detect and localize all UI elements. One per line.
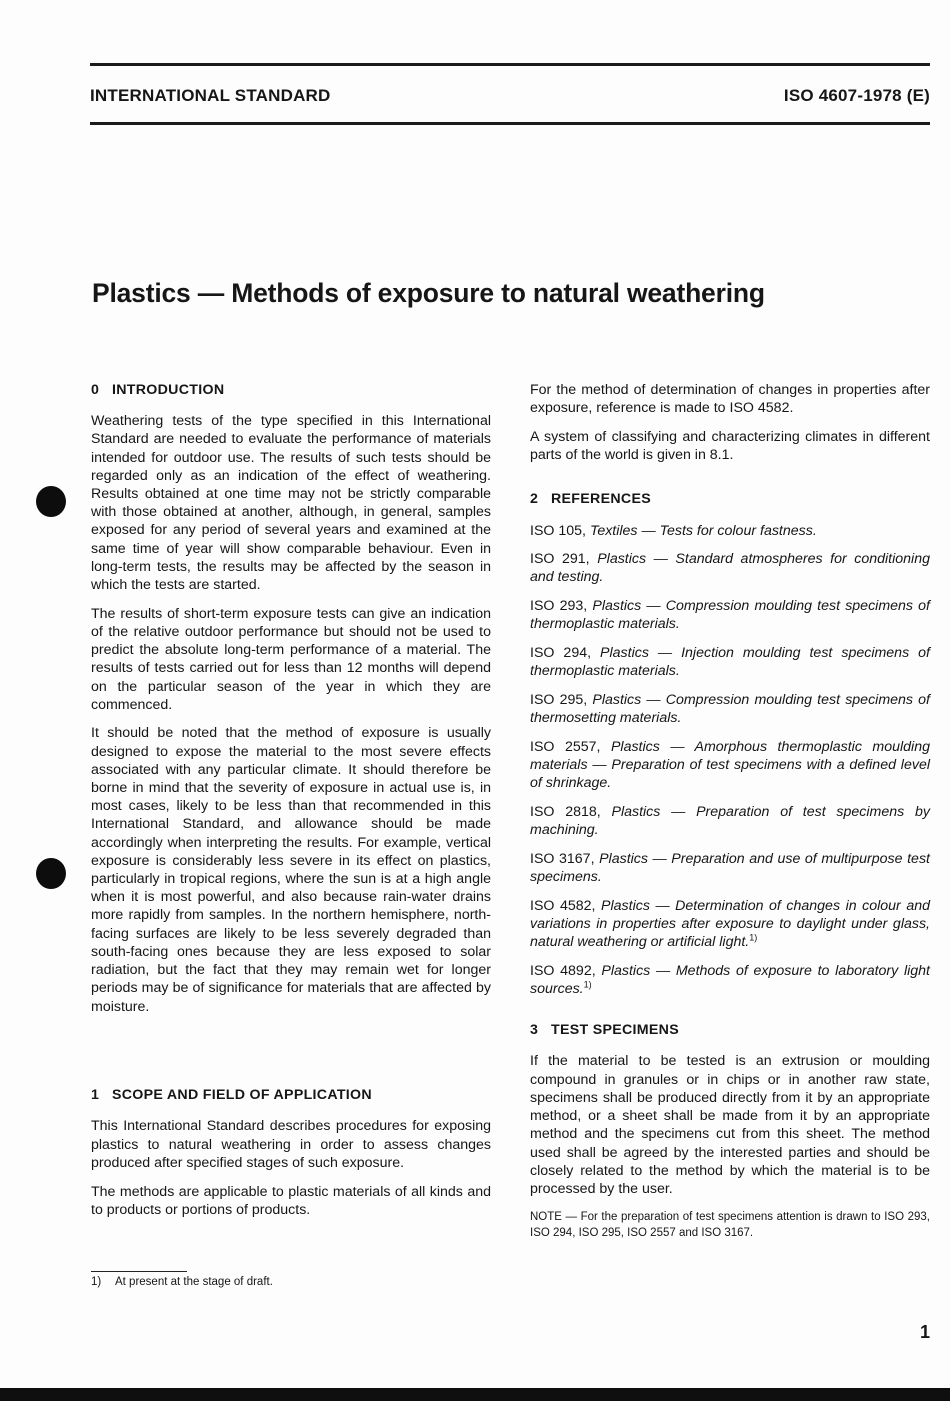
reference-item: ISO 295, Plastics — Compression moulding test specimens of thermosetting materials. [530, 691, 930, 727]
reference-item: ISO 293, Plastics — Compression moulding test specimens of thermoplastic materials. [530, 598, 930, 633]
footnote-text: At present at the stage of draft. [115, 1276, 273, 1288]
reference-item: ISO 4892, Plastics — Methods of exposure to laboratory light sources.$^{1)}$ [530, 962, 930, 998]
reference-item: ISO 2818, Plastics — Preparation of test specimens by machining. [530, 803, 930, 839]
intro-paragraph: The results of short-term exposure tests can give an indication of the relative outdoor performance but should not be used to predict the absolute long-term performance of a material. The results of tests carried out for less than 12 months will depend on the particular season of the year in which they are commenced. [91, 605, 491, 713]
specimens-paragraph: If the material to be tested is an extrusion or moulding compound in granules or in chips or in another raw state, specimens shall be produced directly from it by an appropriate method, or a sheet shall be made from it by an appropriate method and the specimens cut from this sheet. The method used shall be agreed by the interested parties and should be closely related to the method by which the material is to be processed by the user. [530, 1053, 930, 1197]
section-heading-introduction: 0 INTRODUCTION [91, 382, 225, 398]
page-bottom-bar [0, 1388, 950, 1401]
footnote-reference: 1) [749, 932, 758, 943]
section-heading-scope: 1 SCOPE AND FIELD OF APPLICATION [91, 1087, 372, 1104]
footnote-mark: 1) [91, 1276, 102, 1288]
intro-paragraph: Weathering tests of the type specified in this International Standard are needed to evaluate the performance of materials intended for outdoor use. The results of such tests should be regarded only as an indication of the effect of weathering. Results obtained at one time may not be strictly comparable with those obtained at another, although, in general, samples exposed for any period of several years and examined at the same time of year will show comparable behaviour. Even in long-term tests, the results may be affected by the season in which the tests are started. [91, 413, 491, 594]
intro-paragraph: For the method of determination of changes in properties after exposure, reference is made to ISO 4582. [530, 382, 930, 417]
reference-item: ISO 105, Textiles — Tests for colour fastness. [530, 522, 817, 539]
footnote [91, 1276, 273, 1288]
punch-hole [36, 486, 66, 517]
reference-item: ISO 291, Plastics — Standard atmospheres for conditioning and testing. [530, 551, 930, 586]
specimens-note: NOTE — For the preparation of test specimens attention is drawn to ISO 293, ISO 294, ISO 295, ISO 2557 and ISO 3167. [530, 1210, 930, 1239]
document-title: Plastics — Methods of exposure to natural weathering [92, 278, 765, 308]
intro-paragraph: A system of classifying and characterizing climates in different parts of the world is given in 8.1. [530, 428, 930, 464]
section-heading-specimens: 3 TEST SPECIMENS [530, 1022, 679, 1039]
scope-paragraph: The methods are applicable to plastic materials of all kinds and to products or portions of products. [91, 1183, 491, 1218]
footnote-reference: 1) [583, 979, 592, 990]
section-heading-references: 2 REFERENCES [530, 491, 651, 508]
reference-item: ISO 3167, Plastics — Preparation and use of multipurpose test specimens. [530, 850, 930, 886]
left-column [91, 381, 491, 1229]
header-document-number: ISO 4607-1978 (E) [783, 86, 930, 105]
intro-paragraph: It should be noted that the method of exposure is usually designed to expose the material to the most severe effects associated with any particular climate. It should therefore be borne in mind that the severity of exposure in actual use is, in most cases, likely to be less than that recommended in this International Standard, and allowance should be made accordingly when interpreting the results. For example, vertical exposure is considerably less severe in its effect on plastics, particularly in tropical regions, where the sun is at a high angle when it is most powerful, and also because rain-water drains more rapidly from samples. In the northern hemisphere, north-facing surfaces are likely to be less severely degraded than south-facing ones because they are less exposed to solar radiation, but the fact that they may remain wet for longer periods may be of significance for materials that are affected by moisture. [91, 725, 491, 1015]
scope-paragraph: This International Standard describes procedures for exposing plastics to natural weathering in order to assess changes produced after specified stages of such exposure. [91, 1118, 491, 1171]
reference-item: ISO 4582, Plastics — Determination of changes in colour and variations in properties after exposure to daylight under glass, natural weathering or artificial light.$^{1)}$ [530, 897, 930, 951]
right-column [530, 381, 930, 1251]
reference-item: ISO 294, Plastics — Injection moulding test specimens of thermoplastic materials. [530, 645, 930, 680]
header-standard-label: INTERNATIONAL STANDARD [90, 86, 331, 105]
page-number: 1 [919, 1322, 930, 1342]
header-bottom-rule [90, 122, 930, 125]
footnote-rule [91, 1271, 187, 1272]
header-top-rule [90, 63, 930, 66]
reference-item: ISO 2557, Plastics — Amorphous thermoplastic moulding materials — Preparation of test specimens with a defined level of shrinkage. [530, 738, 930, 792]
punch-hole [36, 858, 66, 889]
